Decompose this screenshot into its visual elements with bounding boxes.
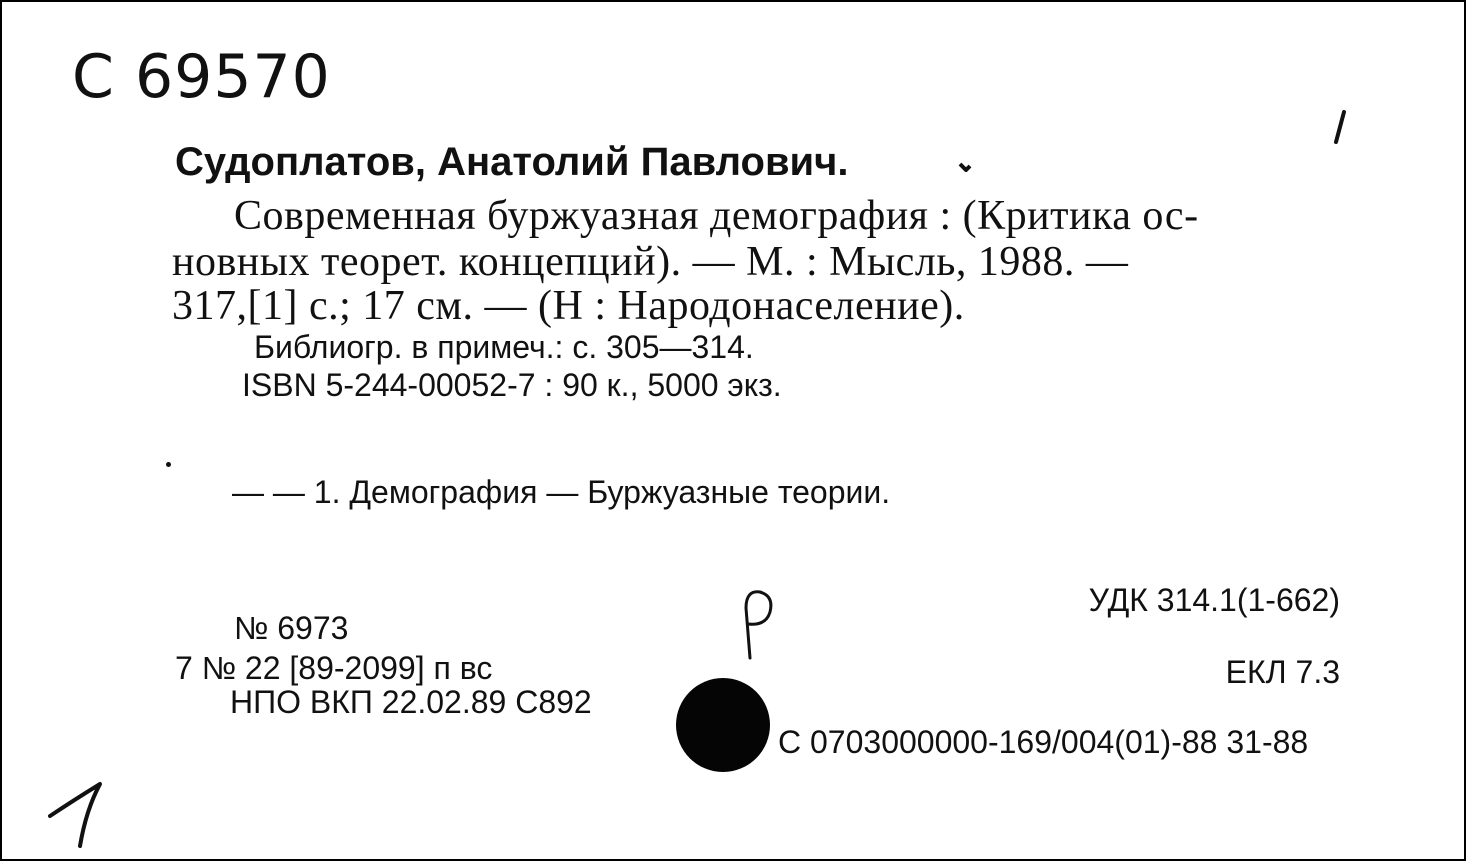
handwritten-p-mark <box>740 584 780 664</box>
title-line-1: Современная буржуазная демография : (Критика ос- <box>234 193 1199 239</box>
ink-tick-mark <box>958 160 974 172</box>
order-number: № 6973 <box>234 610 349 646</box>
title-line-2: новных теорет. концепций). — М. : Мысль, 1988. — <box>172 239 1129 285</box>
author-heading: Судоплатов, Анатолий Павлович. <box>175 140 849 184</box>
catalog-code: С 0703000000-169/004(01)-88 31-88 <box>778 724 1309 760</box>
call-number: С 69570 <box>72 42 331 112</box>
handwritten-one-mark <box>44 780 114 850</box>
ink-dot <box>166 462 171 467</box>
bibliography-note: Библиогр. в примеч.: с. 305—314. <box>254 329 754 365</box>
title-line-3: 317,[1] с.; 17 см. — (Н : Народонаселение). <box>172 283 965 329</box>
subject-heading: — — 1. Демография — Буржуазные теории. <box>232 474 891 510</box>
print-info: 7 № 22 [89-2099] п вс <box>175 650 493 686</box>
udk-code: УДК 314.1(1-662) <box>1088 582 1340 618</box>
pen-slash-mark <box>1330 110 1350 146</box>
publisher-info: НПО ВКП 22.02.89 С892 <box>230 684 592 720</box>
ink-blot <box>676 678 770 772</box>
isbn-note: ISBN 5-244-00052-7 : 90 к., 5000 экз. <box>242 367 782 403</box>
ekl-code: ЕКЛ 7.3 <box>1225 654 1340 690</box>
